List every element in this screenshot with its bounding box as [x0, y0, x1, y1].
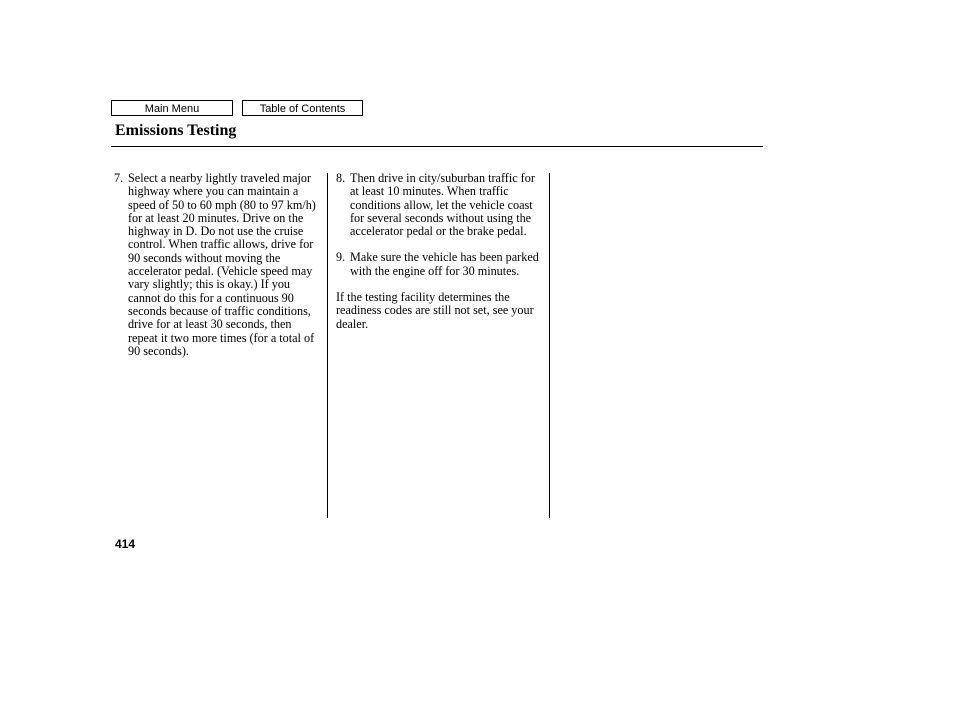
step-text: Then drive in city/suburban traffic for at least 10 minutes. When traffic conditions allow, let the vehicle coast for several seconds without using the accelerator pedal or the brake pedal. — [350, 171, 535, 239]
title-divider — [111, 146, 763, 147]
step-number: 8. — [336, 171, 346, 185]
step-number: 9. — [336, 250, 346, 265]
main-menu-button[interactable]: Main Menu — [111, 100, 233, 116]
step-7 — [114, 172, 320, 358]
page-title: Emissions Testing — [115, 122, 237, 139]
step-text: Select a nearby lightly traveled major highway where you can maintain a speed of 50 to 60 mph (80 to 97 km/h) for at least 20 minutes. Drive on the highway in D. Do not use the cruise control. When traffic allows, drive for 90 seconds without moving the accelerator pedal. (Vehicle speed may vary slightly; this is okay.) If you cannot do this for a continuous 90 seconds because of traffic conditions, drive for at least 30 seconds, then repeat it two more times (for a total of 90 seconds). — [128, 171, 316, 358]
text-column-2 — [336, 172, 542, 331]
table-of-contents-button[interactable]: Table of Contents — [242, 100, 363, 116]
dealer-note: If the testing facility determines the readiness codes are still not set, see your dealer. — [336, 290, 534, 331]
step-text: Make sure the vehicle has been parked with the engine off for 30 minutes. — [350, 250, 539, 278]
step-8 — [336, 172, 542, 238]
column-divider-2 — [549, 173, 550, 518]
text-column-1 — [114, 172, 320, 358]
step-number: 7. — [114, 171, 124, 185]
page-number: 414 — [115, 537, 136, 551]
column-divider-1 — [327, 173, 328, 518]
step-9 — [336, 251, 542, 278]
